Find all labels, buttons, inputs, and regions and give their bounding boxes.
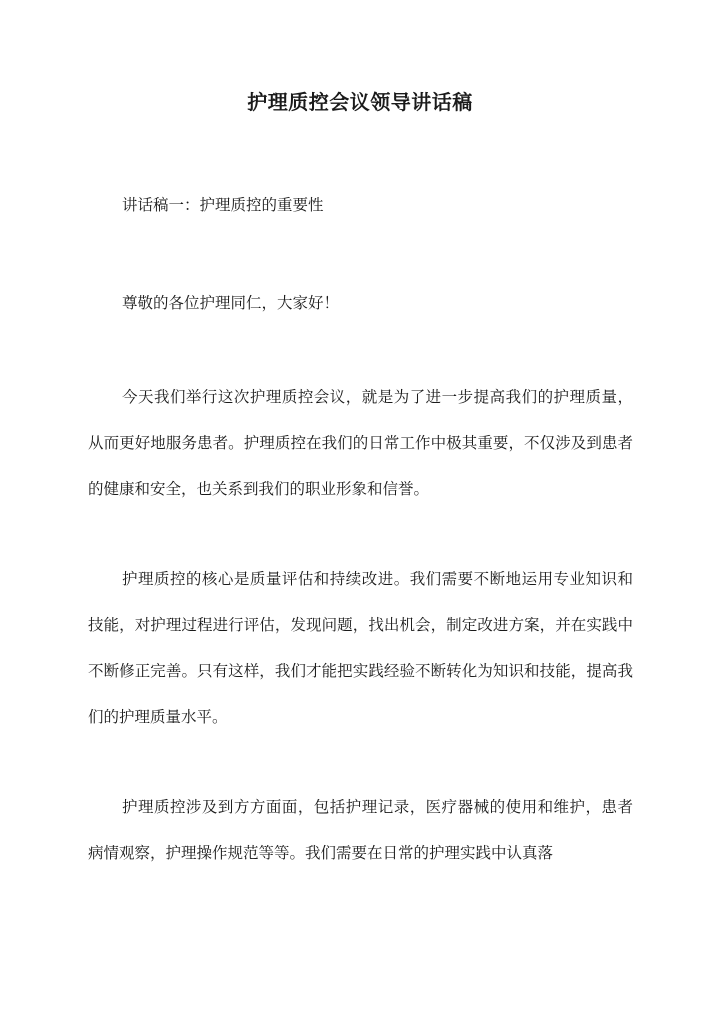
document-title: 护理质控会议领导讲话稿 xyxy=(247,90,473,114)
greeting-paragraph: 尊敬的各位护理同仁，大家好！ xyxy=(122,294,340,312)
body-paragraph: 护理质控涉及到方方面面，包括护理记录，医疗器械的使用和维护，患者病情观察，护理操作规范等等。我们需要在日常的护理实践中认真落 xyxy=(88,798,633,862)
body-paragraph: 今天我们举行这次护理质控会议，就是为了进一步提高我们的护理质量，从而更好地服务患者。护理质控在我们的日常工作中极其重要，不仅涉及到患者的健康和安全，也关系到我们的职业形象和信誉。 xyxy=(88,388,633,498)
body-paragraph: 护理质控的核心是质量评估和持续改进。我们需要不断地运用专业知识和技能，对护理过程进行评估，发现问题，找出机会，制定改进方案，并在实践中不断修正完善。只有这样，我们才能把实践经验不断转化为知识和技能，提高我们的护理质量水平。 xyxy=(88,570,633,726)
speech-subtitle: 讲话稿一：护理质控的重要性 xyxy=(122,196,324,214)
